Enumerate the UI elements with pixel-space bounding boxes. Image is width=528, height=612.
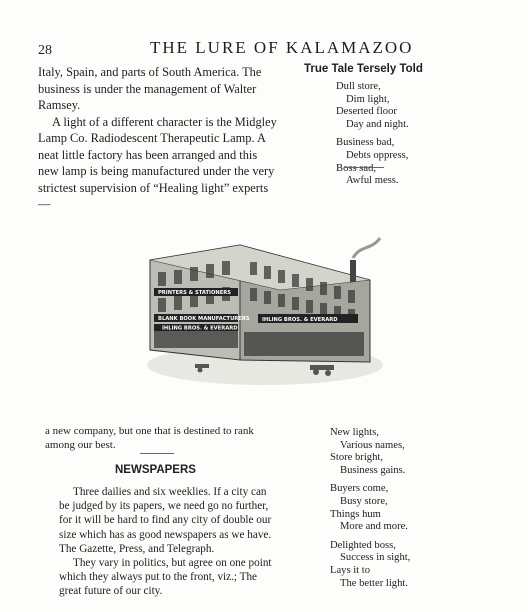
paragraph-newspapers-1: Three dailies and six weeklies. If a city can be judged by its papers, we need go no further, for it will be hard to find any city of double our size which has as good newspapers as we have. The Gazette, Press, and Telegraph. [59, 486, 272, 555]
sign-printers: PRINTERS & STATIONERS [158, 290, 231, 296]
newspapers-text [45, 485, 290, 599]
sign-ihling-side: IHLING BROS. & EVERARD [262, 317, 338, 323]
poem-stanza: Delighted boss, Success in sight, Lays it to The better light. [330, 539, 411, 589]
poem-stanza: Dull store, Dim light, Deserted floor Day and night. [336, 81, 409, 130]
sign-blank-book: BLANK BOOK MANUFACTURERS [158, 316, 250, 322]
section-heading: NEWSPAPERS [115, 464, 196, 476]
poem-stanza: Business bad, Debts oppress, Boss sad, Awful mess. [336, 137, 409, 187]
paragraph-walter-ramsey: Italy, Spain, and parts of South America. The business is under the management of Walter Ramsey. [38, 65, 262, 112]
sign-ihling-front: IHLING BROS. & EVERARD [162, 325, 238, 332]
page-number: 28 [38, 43, 52, 58]
paragraph-newspapers-2: They vary in politics, but agree on one point which they always put to the front, viz.; The great future of our city. [59, 557, 272, 598]
poem-divider [344, 167, 384, 168]
running-title: THE LURE OF KALAMAZOO [150, 38, 414, 57]
continued-text: a new company, but one that is destined to rank among our best. [45, 425, 254, 451]
poem-title: True Tale Tersely Told [304, 63, 423, 75]
poem-stanza: Buyers come, Busy store, Things hum More and more. [330, 483, 408, 533]
section-divider [140, 453, 174, 454]
building-illustration [140, 190, 390, 390]
poem-stanza: New lights, Various names, Store bright, Business gains. [330, 427, 406, 476]
poem-part-one [336, 81, 409, 194]
poem-part-two [330, 427, 410, 596]
paragraph-midgley-lamp: A light of a different character is the Midgley Lamp Co. Radiodescent Therapeutic Lamp. A neat little factory has been arranged and this new lamp is being manufactured under the very strictest supervision of “Healing light” experts— [38, 114, 277, 211]
